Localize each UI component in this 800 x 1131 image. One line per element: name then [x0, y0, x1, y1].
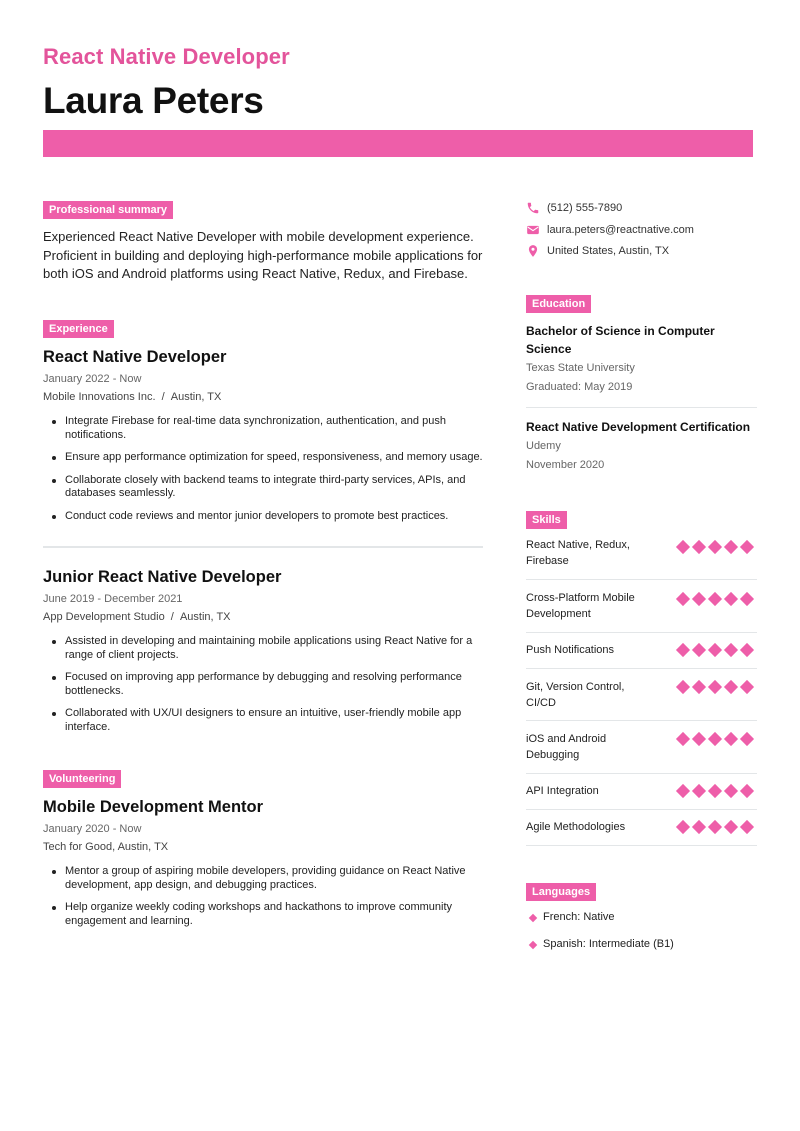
volunteer-dates: January 2020 - Now — [43, 823, 142, 835]
skill-level-diamond — [708, 732, 722, 746]
skill-level-diamond — [692, 592, 706, 606]
job-dates: June 2019 - December 2021 — [43, 593, 183, 605]
bullet-line: Collaborated with UX/UI designers to ensure an intuitive, user-friendly mobile app — [65, 707, 462, 719]
separator-slash: / — [155, 391, 171, 403]
job-location: Austin, TX — [170, 391, 222, 403]
bullet-line: Integrate Firebase for real-time data synchronization, authentication, and push — [65, 415, 446, 427]
section-badge-volunteering: Volunteering — [43, 770, 121, 788]
skill-name-line: Push Notifications — [526, 644, 615, 656]
bullet-line: Mentor a group of aspiring mobile developers, providing guidance on React Native — [65, 865, 466, 877]
job-company-line — [43, 611, 231, 623]
skill-level-diamond — [676, 540, 690, 554]
bullet-dot — [52, 906, 56, 910]
bullet-dot — [52, 712, 56, 716]
skill-rating — [676, 592, 758, 606]
skill-level-diamond — [692, 680, 706, 694]
bullet-dot — [52, 420, 56, 424]
skill-name-line: API Integration — [526, 785, 599, 797]
volunteer-title: Mobile Development Mentor — [43, 798, 264, 816]
skill-level-diamond — [676, 784, 690, 798]
volunteer-bullets — [43, 865, 503, 928]
envelope-icon — [526, 223, 540, 237]
skill-level-diamond — [692, 732, 706, 746]
skill-name — [526, 783, 656, 799]
bullet-dot — [52, 479, 56, 483]
job-bullets — [43, 415, 503, 523]
education-date: November 2020 — [526, 459, 605, 471]
phone-icon — [526, 201, 540, 215]
skill-level-diamond — [708, 820, 722, 834]
email-address[interactable]: laura.peters@reactnative.com — [547, 224, 694, 236]
summary-line: Experienced React Native Developer with mobile development experience. — [43, 229, 474, 244]
job-dates: January 2022 - Now — [43, 373, 142, 385]
skill-row — [526, 580, 757, 633]
bullet-dot — [52, 870, 56, 874]
skill-level-diamond — [724, 592, 738, 606]
job-title: Junior React Native Developer — [43, 568, 282, 586]
skill-level-diamond — [708, 540, 722, 554]
section-badge-education: Education — [526, 295, 591, 313]
map-pin-icon — [526, 244, 540, 258]
skill-rating — [676, 820, 758, 834]
skill-level-diamond — [724, 784, 738, 798]
skill-level-diamond — [740, 784, 754, 798]
language-text: French: Native — [543, 911, 615, 923]
skill-level-diamond — [708, 643, 722, 657]
skill-name-line: React Native, Redux, — [526, 539, 630, 551]
separator-slash: / — [164, 611, 180, 623]
job-title: React Native Developer — [43, 348, 227, 366]
skill-name — [526, 731, 656, 763]
bullet-dot — [52, 676, 56, 680]
list-item — [43, 635, 503, 662]
skill-level-diamond — [724, 820, 738, 834]
skill-name — [526, 642, 656, 658]
bullet-line: Conduct code reviews and mentor junior developers to promote best practices. — [65, 509, 449, 522]
bullet-line: development, app design, and debugging practices. — [65, 878, 317, 891]
skill-level-diamond — [724, 643, 738, 657]
skill-level-diamond — [740, 820, 754, 834]
skill-level-diamond — [692, 820, 706, 834]
list-item — [43, 474, 503, 501]
education-school: Texas State University — [526, 362, 635, 374]
list-item — [43, 865, 503, 892]
skill-level-diamond — [692, 643, 706, 657]
bullet-dot — [52, 515, 56, 519]
candidate-name: Laura Peters — [43, 80, 264, 121]
skill-level-diamond — [708, 680, 722, 694]
bullet-line: interface. — [65, 720, 111, 733]
skill-level-diamond — [724, 680, 738, 694]
job-company-line — [43, 391, 221, 403]
skill-rating — [676, 680, 758, 694]
diamond-bullet-icon — [529, 914, 537, 922]
bullet-dot — [52, 456, 56, 460]
skill-name-line: Firebase — [526, 555, 569, 567]
skill-level-diamond — [740, 680, 754, 694]
skill-row — [526, 810, 757, 846]
list-item — [43, 510, 503, 524]
section-badge-languages: Languages — [526, 883, 596, 901]
skill-name-line: Agile Methodologies — [526, 821, 626, 833]
skill-rating — [676, 732, 758, 746]
list-item — [43, 451, 503, 465]
skill-level-diamond — [676, 643, 690, 657]
job-role-title: React Native Developer — [43, 44, 290, 69]
summary-line: Proficient in building and deploying high-performance mobile applications for — [43, 247, 483, 263]
job-company: App Development Studio — [43, 611, 165, 623]
bullet-line: Focused on improving app performance by debugging and resolving performance — [65, 671, 462, 683]
skill-row — [526, 721, 757, 774]
skill-level-diamond — [692, 540, 706, 554]
skill-name-line: Git, Version Control, — [526, 681, 625, 693]
education-divider — [526, 407, 757, 408]
degree-line: Bachelor of Science in Computer — [526, 324, 715, 338]
skill-level-diamond — [676, 680, 690, 694]
skill-name-line: Development — [526, 608, 591, 620]
skill-level-diamond — [740, 592, 754, 606]
skill-name-line: CI/CD — [526, 697, 556, 709]
job-location: Austin, TX — [179, 611, 231, 623]
bullet-dot — [52, 640, 56, 644]
skill-level-diamond — [708, 592, 722, 606]
skill-rating — [676, 540, 758, 554]
skill-level-diamond — [724, 540, 738, 554]
skill-name — [526, 590, 656, 622]
skill-level-diamond — [676, 732, 690, 746]
skill-row — [526, 774, 757, 810]
list-item — [43, 901, 503, 928]
skill-level-diamond — [740, 732, 754, 746]
list-item — [43, 671, 503, 698]
degree-line: Science — [526, 342, 572, 356]
education-date: Graduated: May 2019 — [526, 381, 633, 393]
skill-rating — [676, 643, 758, 657]
bullet-line: Ensure app performance optimization for speed, responsiveness, and memory usage. — [65, 451, 483, 463]
skill-row — [526, 530, 757, 580]
location-text: United States, Austin, TX — [547, 245, 670, 257]
bullet-line: Assisted in developing and maintaining mobile applications using React Native for a — [65, 635, 473, 647]
skill-level-diamond — [676, 592, 690, 606]
skill-level-diamond — [724, 732, 738, 746]
education-degree — [526, 418, 766, 436]
diamond-bullet-icon — [529, 941, 537, 949]
job-company: Mobile Innovations Inc. — [43, 391, 156, 403]
skill-level-diamond — [676, 820, 690, 834]
list-item — [43, 707, 503, 734]
summary-text — [43, 228, 503, 284]
skill-name-line: Debugging — [526, 749, 580, 761]
section-badge-experience: Experience — [43, 320, 114, 338]
section-badge-skills: Skills — [526, 511, 567, 529]
volunteer-organization: Tech for Good, Austin, TX — [43, 841, 169, 853]
header-accent-bar — [43, 130, 753, 157]
skill-name-line: Cross-Platform Mobile — [526, 592, 635, 604]
degree-line: React Native Development Certification — [526, 420, 751, 434]
section-divider — [43, 546, 483, 548]
education-degree — [526, 322, 757, 358]
education-school: Udemy — [526, 440, 561, 452]
skill-name — [526, 537, 656, 569]
bullet-line: range of client projects. — [65, 648, 179, 661]
bullet-line: notifications. — [65, 428, 127, 441]
phone-number[interactable]: (512) 555-7890 — [547, 202, 623, 214]
bullet-line: Collaborate closely with backend teams to integrate third-party services, APIs, and — [65, 473, 466, 486]
skill-name-line: iOS and Android — [526, 733, 607, 745]
skill-row — [526, 633, 757, 669]
job-bullets — [43, 635, 503, 734]
bullet-line: bottlenecks. — [65, 684, 124, 697]
skill-rating — [676, 784, 758, 798]
skill-name — [526, 679, 656, 711]
section-badge-summary: Professional summary — [43, 201, 173, 219]
skill-level-diamond — [692, 784, 706, 798]
skill-name — [526, 819, 656, 835]
bullet-line: databases seamlessly. — [65, 487, 176, 499]
skill-row — [526, 669, 757, 721]
skill-level-diamond — [740, 643, 754, 657]
summary-line: both iOS and Android platforms using React Native, Redux, and Firebase. — [43, 266, 468, 281]
list-item — [43, 415, 503, 442]
language-text: Spanish: Intermediate (B1) — [543, 938, 674, 950]
skill-level-diamond — [740, 540, 754, 554]
bullet-line: Help organize weekly coding workshops and hackathons to improve community — [65, 901, 453, 913]
bullet-line: engagement and learning. — [65, 914, 193, 927]
skill-level-diamond — [708, 784, 722, 798]
